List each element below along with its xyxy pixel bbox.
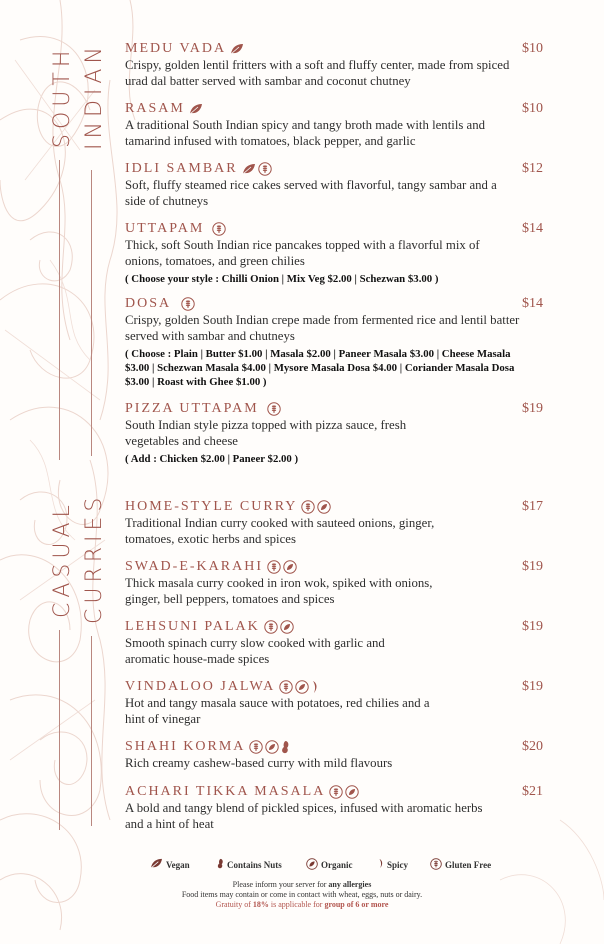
item-description: Soft, fluffy steamed rice cakes served with flavorful, tangy sambar and a side of chutneys xyxy=(125,178,497,208)
organic-icon xyxy=(265,740,279,754)
organic-icon xyxy=(283,560,297,574)
menu-item-idli-sambar xyxy=(125,161,520,209)
item-description: A bold and tangy blend of pickled spices, infused with aromatic herbs and a hint of heat xyxy=(125,801,483,831)
leaf-icon xyxy=(189,103,203,115)
dietary-legend xyxy=(0,858,604,874)
menu-item-dosa xyxy=(125,296,520,389)
item-options: ( Choose your style : Chilli Onion | Mix Veg $2.00 | Schezwan $3.00 ) xyxy=(125,273,439,285)
wheat-icon xyxy=(430,858,442,872)
menu-item-medu-vada xyxy=(125,41,520,89)
gratuity-group: group of 6 or more xyxy=(324,900,389,909)
item-price: $10 xyxy=(522,101,543,116)
item-description: Smooth spinach curry slow cooked with garlic and aromatic house-made spices xyxy=(125,636,385,666)
section-divider-casual-2 xyxy=(59,630,60,830)
nut-icon xyxy=(217,858,224,871)
gratuity-note xyxy=(0,900,604,910)
legend-organic xyxy=(306,858,353,872)
leaf-icon xyxy=(150,858,163,871)
wheat-icon xyxy=(279,680,293,694)
item-name: IDLI SAMBAR xyxy=(125,161,238,176)
wheat-icon xyxy=(264,620,278,634)
section-title-casual: CASUAL xyxy=(50,500,75,618)
legend-label: Contains Nuts xyxy=(227,859,282,870)
legend-label: Spicy xyxy=(387,859,409,870)
leaf-icon xyxy=(242,163,256,175)
organic-icon xyxy=(280,620,294,634)
legend-label: Organic xyxy=(321,860,353,870)
item-name: DOSA xyxy=(125,296,172,311)
nut-icon xyxy=(281,740,290,754)
item-description: Hot and tangy masala sauce with potatoes, red chilies and a hint of vinegar xyxy=(125,696,430,726)
item-name: RASAM xyxy=(125,101,185,116)
item-price: $10 xyxy=(522,41,543,56)
section-title-south: SOUTH xyxy=(50,45,75,148)
item-name: VINDALOO JALWA xyxy=(125,679,276,694)
section-divider-casual xyxy=(91,636,92,826)
contact-note: Food items may contain or come in contact with wheat, eggs, nuts or dairy. xyxy=(181,890,423,899)
item-price: $12 xyxy=(522,161,543,176)
item-price: $17 xyxy=(522,499,543,514)
wheat-icon xyxy=(212,222,226,236)
organic-icon xyxy=(345,785,359,799)
item-price: $19 xyxy=(522,401,543,416)
item-name: UTTAPAM xyxy=(125,221,205,236)
menu-item-home-style-curry xyxy=(125,499,520,547)
item-options: ( Add : Chicken $2.00 | Paneer $2.00 ) xyxy=(125,453,299,465)
item-price: $21 xyxy=(522,784,543,799)
allergy-note-bold: any allergies xyxy=(328,880,372,889)
section-divider-south xyxy=(91,170,92,456)
leaf-icon xyxy=(230,43,244,55)
menu-item-lehsuni-palak xyxy=(125,619,520,667)
item-name: MEDU VADA xyxy=(125,41,227,56)
item-price: $14 xyxy=(522,296,543,311)
gratuity-percent: 18% xyxy=(252,900,269,909)
organic-icon xyxy=(295,680,309,694)
wheat-icon xyxy=(301,500,315,514)
wheat-icon xyxy=(329,785,343,799)
item-description: Crispy, golden lentil fritters with a soft and fluffy center, made from spiced urad dal batter served with sambar and coconut chutney xyxy=(125,58,510,88)
chili-icon xyxy=(378,858,384,871)
legend-vegan xyxy=(150,858,190,871)
chili-icon xyxy=(311,680,319,694)
legend-label: Vegan xyxy=(166,859,190,870)
item-description: Crispy, golden South Indian crepe made from fermented rice and lentil batter served with sambar and chutneys xyxy=(125,313,520,343)
item-description: Rich creamy cashew-based curry with mild flavours xyxy=(125,756,393,770)
item-description: South Indian style pizza topped with pizza sauce, fresh vegetables and cheese xyxy=(125,418,407,448)
menu-item-pizza-uttapam xyxy=(125,401,520,466)
wheat-icon xyxy=(249,740,263,754)
footer-notes xyxy=(0,880,604,910)
allergy-note-text: Please inform your server for xyxy=(232,880,329,889)
item-name: LEHSUNI PALAK xyxy=(125,619,260,634)
organic-icon xyxy=(306,858,318,872)
item-price: $19 xyxy=(522,679,543,694)
legend-spicy xyxy=(378,858,408,871)
menu-item-shahi-korma xyxy=(125,739,520,772)
organic-icon xyxy=(317,500,331,514)
item-name: PIZZA UTTAPAM xyxy=(125,401,259,416)
section-title-indian: INDIAN xyxy=(82,42,107,150)
item-price: $20 xyxy=(522,739,543,754)
item-price: $14 xyxy=(522,221,543,236)
legend-gluten-free xyxy=(430,858,491,872)
item-options: ( Choose : Plain | Butter $1.00 | Masala $2.00 | Paneer Masala $3.00 | Cheese Masala $3.00 | Schezwan Masala $4.00 | Mysore Masala Dosa $4.00 | Coriander Masala Dosa $3.00 | Roast with Ghee $1.00 ) xyxy=(125,348,515,388)
menu-item-uttapam xyxy=(125,221,520,286)
menu-item-rasam xyxy=(125,101,520,149)
legend-nuts xyxy=(217,858,282,871)
gratuity-text-2: is applicable for xyxy=(268,900,325,909)
gratuity-text: Gratuity of xyxy=(215,900,253,909)
wheat-icon xyxy=(267,402,281,416)
wheat-icon xyxy=(258,162,272,176)
section-divider-south-2 xyxy=(59,160,60,460)
wheat-icon xyxy=(267,560,281,574)
item-description: Thick masala curry cooked in iron wok, spiked with onions, ginger, bell peppers, tomatoes and spices xyxy=(125,576,433,606)
item-description: A traditional South Indian spicy and tangy broth made with lentils and tamarind infused with tomatoes, black pepper, and garlic xyxy=(125,118,486,148)
allergy-note xyxy=(0,880,604,890)
item-price: $19 xyxy=(522,559,543,574)
section-title-curries: CURRIES xyxy=(82,492,107,624)
item-name: ACHARI TIKKA MASALA xyxy=(125,784,326,799)
item-description: Thick, soft South Indian rice pancakes topped with a flavorful mix of onions, tomatoes, and green chilies xyxy=(125,238,480,268)
item-description: Traditional Indian curry cooked with sauteed onions, ginger, tomatoes, exotic herbs and spices xyxy=(125,516,435,546)
wheat-icon xyxy=(181,297,195,311)
item-name: SHAHI KORMA xyxy=(125,739,246,754)
legend-label: Gluten Free xyxy=(445,860,492,870)
item-name: SWAD-E-KARAHI xyxy=(125,559,263,574)
item-price: $19 xyxy=(522,619,543,634)
menu-item-swad-e-karahi xyxy=(125,559,520,607)
menu-item-achari-tikka-masala xyxy=(125,784,520,832)
item-name: HOME-STYLE CURRY xyxy=(125,499,298,514)
menu-item-vindaloo-jalwa xyxy=(125,679,520,727)
